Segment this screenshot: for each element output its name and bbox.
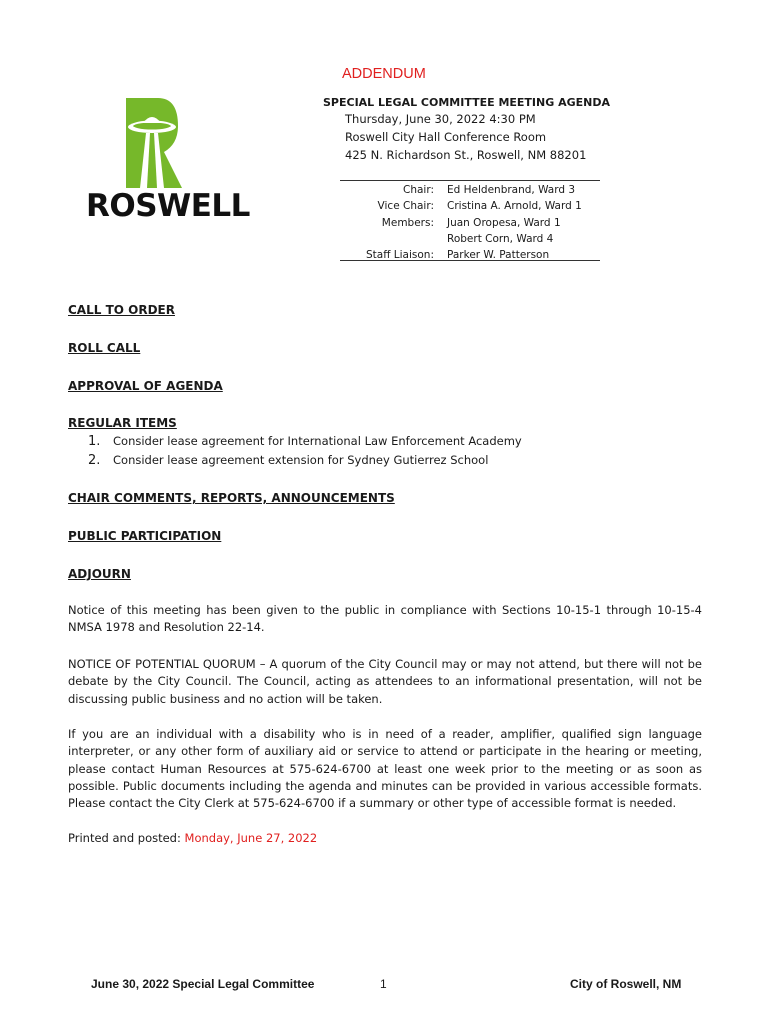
roswell-logo bbox=[86, 96, 250, 228]
officer-name: Ed Heldenbrand, Ward 3 bbox=[447, 184, 576, 196]
meeting-notice: Notice of this meeting has been given to the public in compliance with Sections 10-15-1 through 10-15-4 NMSA 1978 and Resolution 22-14. bbox=[68, 603, 702, 635]
posted-label: Printed and posted: bbox=[68, 831, 185, 845]
footer-city: City of Roswell, NM bbox=[570, 977, 682, 991]
officer-row bbox=[340, 215, 600, 231]
regular-item bbox=[88, 434, 522, 449]
officer-row bbox=[340, 198, 600, 214]
item-text: Consider lease agreement extension for Sydney Gutierrez School bbox=[113, 453, 489, 467]
meeting-location: Roswell City Hall Conference Room bbox=[345, 130, 547, 144]
officer-name: Cristina A. Arnold, Ward 1 bbox=[447, 200, 582, 213]
officer-row bbox=[340, 182, 600, 198]
posted-date: Monday, June 27, 2022 bbox=[184, 831, 318, 845]
section-approval-of-agenda: APPROVAL OF AGENDA bbox=[68, 379, 223, 393]
officer-role: Chair: bbox=[402, 184, 434, 196]
officer-role bbox=[340, 231, 447, 247]
footer-meeting: June 30, 2022 Special Legal Committee bbox=[91, 977, 315, 991]
header-rule-bottom bbox=[340, 260, 600, 261]
officer-row bbox=[340, 231, 600, 247]
regular-item bbox=[88, 453, 488, 468]
officer-row bbox=[340, 247, 600, 263]
footer-page-number: 1 bbox=[380, 977, 387, 991]
section-public-participation: PUBLIC PARTICIPATION bbox=[68, 529, 222, 543]
section-call-to-order: CALL TO ORDER bbox=[68, 303, 175, 317]
accessibility-notice: If you are an individual with a disability who is in need of a reader, amplifier, qualified sign language interpreter, or any other form of auxiliary aid or service to attend or participate in the hearing or meeting, please contact Human Resources at 575-624-6700 at least one week prior to the meeting or as soon as possible. Public documents including the agenda and minutes can be provided in various accessible formats. Please contact the City Clerk at 575-624-6700 if a summary or other type of accessible format is needed. bbox=[68, 727, 702, 811]
officer-name: Parker W. Patterson bbox=[447, 249, 550, 262]
quorum-notice: NOTICE OF POTENTIAL QUORUM – A quorum of the City Council may or may not attend, but there will not be debate by the City Council. The Council, acting as attendees to an informational presentation, will not be discussing public business and no action will be taken. bbox=[68, 657, 702, 706]
officer-role: Vice Chair: bbox=[377, 200, 434, 213]
meeting-title: SPECIAL LEGAL COMMITTEE MEETING AGENDA bbox=[323, 96, 610, 109]
item-text: Consider lease agreement for International Law Enforcement Academy bbox=[113, 434, 522, 448]
officer-name: Juan Oropesa, Ward 1 bbox=[447, 216, 561, 229]
officer-name: Robert Corn, Ward 4 bbox=[447, 232, 554, 245]
meeting-datetime: Thursday, June 30, 2022 4:30 PM bbox=[345, 112, 536, 126]
officers-list bbox=[340, 182, 600, 263]
item-number: 1. bbox=[88, 434, 101, 449]
section-chair-comments: CHAIR COMMENTS, REPORTS, ANNOUNCEMENTS bbox=[68, 491, 395, 505]
header-rule-top bbox=[340, 180, 600, 181]
section-regular-items: REGULAR ITEMS bbox=[68, 416, 177, 430]
item-number: 2. bbox=[88, 453, 101, 468]
officer-role: Staff Liaison: bbox=[366, 249, 434, 262]
addendum-label: ADDENDUM bbox=[342, 66, 426, 82]
section-roll-call: ROLL CALL bbox=[68, 341, 141, 355]
section-adjourn: ADJOURN bbox=[68, 567, 131, 581]
meeting-address: 425 N. Richardson St., Roswell, NM 88201 bbox=[345, 148, 587, 162]
logo-wordmark: ROSWELL bbox=[86, 188, 250, 224]
officer-role: Members: bbox=[381, 216, 434, 229]
posted-line bbox=[68, 830, 702, 847]
